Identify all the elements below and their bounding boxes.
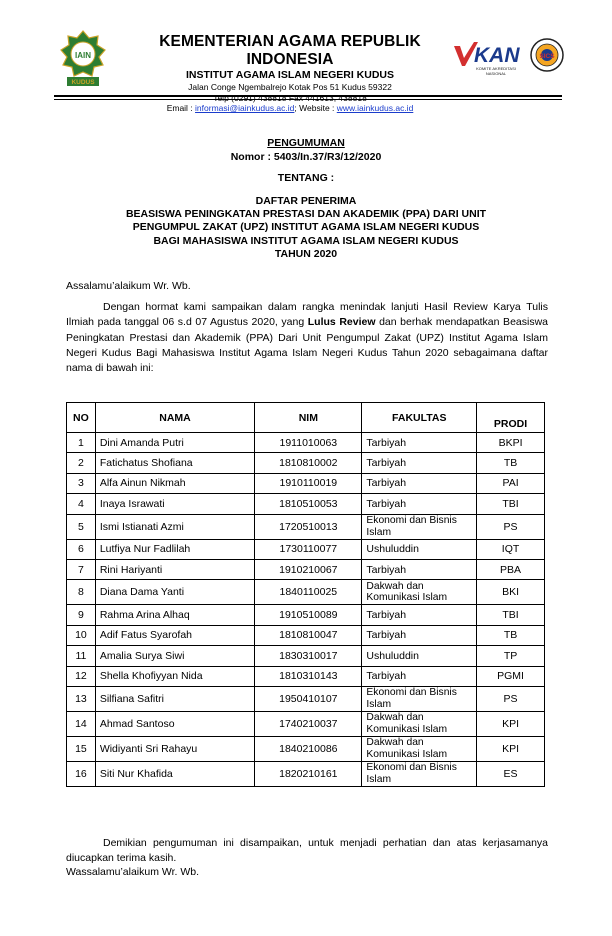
cell-fakultas: Ekonomi dan Bisnis Islam: [362, 686, 477, 711]
letterhead: [120, 33, 460, 114]
cell-nim: 1950410107: [255, 686, 362, 711]
cell-nama: Silfiana Safitri: [95, 686, 254, 711]
cell-nim: 1740210037: [255, 711, 362, 736]
cell-prodi: ES: [477, 761, 545, 786]
table-row: [67, 494, 545, 514]
cell-nama: Adif Fatus Syarofah: [95, 625, 254, 645]
announcement-heading: PENGUMUMAN: [267, 137, 345, 149]
sics-certification-logo: [529, 37, 565, 73]
announcement-number: Nomor : 5403/In.37/R3/12/2020: [230, 151, 382, 163]
cell-prodi: KPI: [477, 711, 545, 736]
cell-nim: 1810810002: [255, 453, 362, 473]
cell-no: 12: [67, 666, 96, 686]
cell-no: 13: [67, 686, 96, 711]
cell-nama: Inaya Israwati: [95, 494, 254, 514]
cell-prodi: BKPI: [477, 433, 545, 453]
header-fakultas: FAKULTAS: [362, 403, 477, 433]
cell-prodi: PBA: [477, 559, 545, 579]
cell-nim: 1830310017: [255, 646, 362, 666]
intro-emphasis: Lulus Review: [307, 316, 376, 329]
cell-nama: Fatichatus Shofiana: [95, 453, 254, 473]
cell-no: 1: [67, 433, 96, 453]
cell-fakultas: Dakwah dan Komunikasi Islam: [362, 711, 477, 736]
cell-fakultas: Tarbiyah: [362, 494, 477, 514]
cell-no: 6: [67, 539, 96, 559]
table-row: [67, 433, 545, 453]
table-row: [67, 646, 545, 666]
cell-nim: 1810510053: [255, 494, 362, 514]
kan-logo-text: KAN: [474, 44, 520, 67]
table-row: [67, 559, 545, 579]
cell-no: 8: [67, 580, 96, 605]
cell-no: 14: [67, 711, 96, 736]
cell-prodi: TBI: [477, 605, 545, 625]
table-row: [67, 736, 545, 761]
subject-line: DAFTAR PENERIMA: [255, 195, 357, 207]
subject-line: PENGUMPUL ZAKAT (UPZ) INSTITUT AGAMA ISLAM NEGERI KUDUS: [132, 221, 480, 234]
email-link[interactable]: informasi@iainkudus.ac.id: [195, 103, 295, 113]
cell-nama: Shella Khofiyyan Nida: [95, 666, 254, 686]
cell-no: 16: [67, 761, 96, 786]
header-no: NO: [67, 403, 96, 433]
table-row: [67, 580, 545, 605]
cell-nama: Ahmad Santoso: [95, 711, 254, 736]
cell-fakultas: Ushuluddin: [362, 646, 477, 666]
cell-nama: Amalia Surya Siwi: [95, 646, 254, 666]
cell-no: 9: [67, 605, 96, 625]
table-row: [67, 761, 545, 786]
logo-mark-text: IAIN: [75, 51, 91, 60]
logo-kudus-text: KUDUS: [71, 79, 95, 86]
table-row: [67, 625, 545, 645]
sics-logo-text: SICS: [539, 53, 555, 60]
subject-line: BAGI MAHASISWA INSTITUT AGAMA ISLAM NEGERI KUDUS: [153, 234, 459, 247]
header-prodi: PRODI: [477, 403, 545, 433]
intro-text-1: Dengan hormat kami sampaikan dalam rangka menindak lanjuti Hasil Review Karya Tulis Ilmiah pada tanggal 06 s.d 07 Agustus 2020, yang: [66, 301, 548, 329]
cell-fakultas: Tarbiyah: [362, 473, 477, 493]
phone-fax: Telp (0291) 438818 Fax 441613, 438818: [213, 92, 367, 103]
email-label: Email :: [166, 103, 193, 113]
cell-fakultas: Dakwah dan Komunikasi Islam: [362, 736, 477, 761]
cell-no: 4: [67, 494, 96, 514]
cell-prodi: KPI: [477, 736, 545, 761]
subject-line: BEASISWA PENINGKATAN PRESTASI DAN AKADEMIK (PPA) DARI UNIT: [125, 208, 487, 221]
ministry-name: KEMENTERIAN AGAMA REPUBLIK INDONESIA: [159, 33, 421, 68]
cell-prodi: TB: [477, 453, 545, 473]
cell-no: 15: [67, 736, 96, 761]
subject-line: TAHUN 2020: [274, 247, 338, 260]
cell-fakultas: Tarbiyah: [362, 559, 477, 579]
cell-no: 10: [67, 625, 96, 645]
cell-nim: 1810310143: [255, 666, 362, 686]
cell-nim: 1840110025: [255, 580, 362, 605]
closing-paragraph: Demikian pengumuman ini disampaikan, untuk menjadi perhatian dan atas kerjasamanya diucapkan terima kasih.: [66, 837, 548, 865]
cell-fakultas: Tarbiyah: [362, 625, 477, 645]
cell-prodi: PGMI: [477, 666, 545, 686]
cell-nama: Rahma Arina Alhaq: [95, 605, 254, 625]
header-nim: NIM: [255, 403, 362, 433]
cell-no: 2: [67, 453, 96, 473]
website-label: ; Website :: [294, 103, 335, 113]
cell-fakultas: Ekonomi dan Bisnis Islam: [362, 514, 477, 539]
intro-paragraph: [66, 300, 548, 376]
cell-fakultas: Ekonomi dan Bisnis Islam: [362, 761, 477, 786]
cell-prodi: PS: [477, 514, 545, 539]
cell-fakultas: Dakwah dan Komunikasi Islam: [362, 580, 477, 605]
cell-nama: Dini Amanda Putri: [95, 433, 254, 453]
cell-prodi: TP: [477, 646, 545, 666]
cell-no: 3: [67, 473, 96, 493]
farewell: Wassalamu’alaikum Wr. Wb.: [66, 866, 200, 878]
cell-nama: Rini Hariyanti: [95, 559, 254, 579]
cell-nama: Alfa Ainun Nikmah: [95, 473, 254, 493]
cell-nim: 1910110019: [255, 473, 362, 493]
cell-nim: 1910510089: [255, 605, 362, 625]
cell-no: 11: [67, 646, 96, 666]
iain-kudus-logo: [58, 30, 108, 88]
cell-nim: 1810810047: [255, 625, 362, 645]
cell-nim: 1730110077: [255, 539, 362, 559]
cell-nim: 1840210086: [255, 736, 362, 761]
kan-accreditation-logo: [452, 40, 530, 68]
table-row: [67, 666, 545, 686]
cell-nama: Ismi Istianati Azmi: [95, 514, 254, 539]
letterhead-rule-thin: [54, 99, 562, 100]
table-row: [67, 514, 545, 539]
address: Jalan Conge Ngembalrejo Kotak Pos 51 Kudus 59322: [188, 82, 392, 92]
cell-nama: Lutfiya Nur Fadlilah: [95, 539, 254, 559]
cell-nim: 1720510013: [255, 514, 362, 539]
cell-nama: Widiyanti Sri Rahayu: [95, 736, 254, 761]
contact-line: [120, 103, 460, 114]
intro-text-2: dan berhak mendapatkan Beasiswa Peningkatan Prestasi dan Akademik (PPA) Dari Unit Pengumpul Zakat (UPZ) Institut Agama Islam Negeri Kudus Bagi Mahasiswa Institut Agama Islam Negeri Kudus Tahun 2020 sebagaimana daftar nama di bawah ini:: [66, 316, 548, 375]
letterhead-rule-thick: [54, 95, 562, 97]
table-header-row: [67, 403, 545, 433]
cell-prodi: IQT: [477, 539, 545, 559]
tentang-label: TENTANG :: [277, 172, 335, 184]
cell-prodi: TB: [477, 625, 545, 645]
cell-no: 7: [67, 559, 96, 579]
greeting: Assalamu’alaikum Wr. Wb.: [66, 280, 191, 292]
table-body: [67, 433, 545, 787]
cell-nim: 1911010063: [255, 433, 362, 453]
table-row: [67, 686, 545, 711]
cell-nim: 1910210067: [255, 559, 362, 579]
cell-prodi: TBI: [477, 494, 545, 514]
header-nama: NAMA: [95, 403, 254, 433]
cell-fakultas: Tarbiyah: [362, 666, 477, 686]
cell-prodi: PS: [477, 686, 545, 711]
cell-fakultas: Tarbiyah: [362, 453, 477, 473]
cell-no: 5: [67, 514, 96, 539]
institute-name: INSTITUT AGAMA ISLAM NEGERI KUDUS: [185, 69, 395, 81]
table-row: [67, 605, 545, 625]
cell-fakultas: Tarbiyah: [362, 605, 477, 625]
cell-fakultas: Tarbiyah: [362, 433, 477, 453]
table-row: [67, 473, 545, 493]
website-link[interactable]: www.iainkudus.ac.id: [336, 103, 414, 113]
cell-prodi: BKI: [477, 580, 545, 605]
cell-nim: 1820210161: [255, 761, 362, 786]
recipients-table: [66, 402, 545, 787]
cell-nama: Diana Dama Yanti: [95, 580, 254, 605]
table-row: [67, 539, 545, 559]
cell-prodi: PAI: [477, 473, 545, 493]
kan-subtitle: KOMITE AKREDITASI NASIONAL: [476, 66, 516, 76]
table-row: [67, 453, 545, 473]
table-row: [67, 711, 545, 736]
cell-nama: Siti Nur Khafida: [95, 761, 254, 786]
announcement-subject: [0, 195, 612, 261]
cell-fakultas: Ushuluddin: [362, 539, 477, 559]
